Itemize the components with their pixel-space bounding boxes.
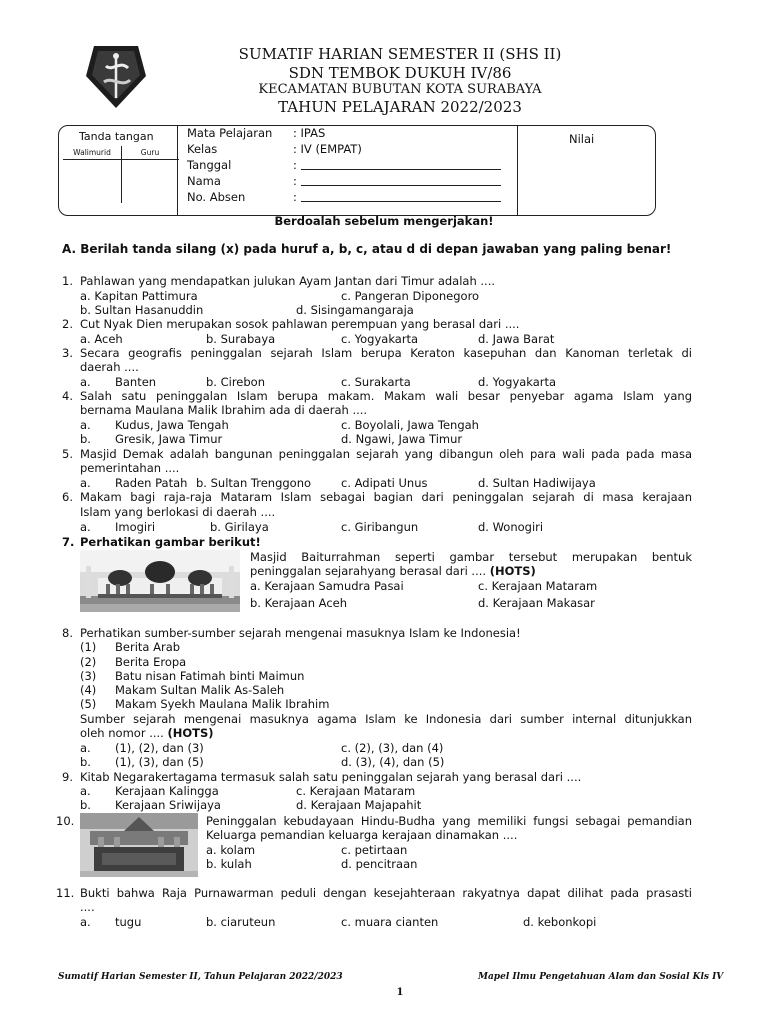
q9-option-b[interactable]: Kerajaan Sriwijaya [115,798,221,812]
q4-text-line2: bernama Maulana Malik Ibrahim ada di daerah .... [80,403,368,417]
header-title: SUMATIF HARIAN SEMESTER II (SHS II) [238,45,562,63]
q9-option-c[interactable]: c. Kerajaan Mataram [296,784,416,798]
q4-option-d[interactable]: d. Ngawi, Jawa Timur [341,432,463,446]
q9-number: 9. [62,770,73,784]
header-school-year: TAHUN PELAJARAN 2022/2023 [278,98,522,116]
q1-number: 1. [62,274,73,288]
q11-number: 11. [56,886,75,900]
q1-option-c[interactable]: c. Pangeran Diponegoro [341,289,480,303]
q2-option-a[interactable]: a. Aceh [80,332,123,346]
q7-option-b[interactable]: b. Kerajaan Aceh [250,596,348,610]
q4-option-b[interactable]: Gresik, Jawa Timur [115,432,223,446]
q8-option-a-letter[interactable]: a. [80,741,91,755]
q10-text-line1: Peninggalan kebudayaan Hindu-Budha yang memiliki fungsi sebagai pemandian [206,814,692,828]
signature-label: Tanda tangan [79,130,154,143]
q1-option-b[interactable]: b. Sultan Hasanuddin [80,303,204,317]
q11-option-c[interactable]: c. muara cianten [341,915,439,929]
q2-number: 2. [62,317,73,331]
q3-option-a[interactable]: Banten [115,375,157,389]
q5-option-b[interactable]: b. Sultan Trenggono [196,476,312,490]
q7-text-line1: Masjid Baiturrahman seperti gambar tersebut merupakan bentuk [250,550,692,564]
q9-option-d[interactable]: d. Kerajaan Majapahit [296,798,422,812]
q5-option-c[interactable]: c. Adipati Unus [341,476,428,490]
q11-option-b[interactable]: b. ciaruteun [206,915,276,929]
q8-text-line2: oleh nomor .... (HOTS) [80,726,214,740]
q8-option-b-letter[interactable]: b. [80,755,91,769]
q8-hots-tag: (HOTS) [167,726,214,740]
q8-item-number: (5) [80,697,97,711]
q7-title: Perhatikan gambar berikut! [80,535,261,549]
q6-option-c[interactable]: c. Giribangun [341,520,419,534]
q5-number: 5. [62,447,73,461]
header-district: KECAMATAN BUBUTAN KOTA SURABAYA [258,82,542,97]
q6-option-a[interactable]: Imogiri [115,520,156,534]
q8-item-text: Batu nisan Fatimah binti Maimun [115,669,305,683]
q4-option-b-letter[interactable]: b. [80,432,91,446]
score-label: Nilai [569,132,595,146]
q5-text-line1: Masjid Demak adalah bangunan peninggalan sejarah yang dibangun oleh para wali pada pada masa [80,447,692,461]
q2-option-d[interactable]: d. Jawa Barat [478,332,555,346]
q11-text-line1: Bukti bahwa Raja Purnawarman peduli dengan kesejahteraan rakyatnya dapat dilihat pada prasasti [80,886,692,900]
q6-option-d[interactable]: d. Wonogiri [478,520,544,534]
q8-option-c[interactable]: c. (2), (3), dan (4) [341,741,444,755]
q9-option-a-letter[interactable]: a. [80,784,91,798]
q10-option-a[interactable]: a. kolam [206,843,256,857]
q8-item-number: (3) [80,669,97,683]
q1-text: Pahlawan yang mendapatkan julukan Ayam Jantan dari Timur adalah .... [80,274,496,288]
date-blank-line[interactable] [301,169,501,170]
q8-text-line1: Sumber sejarah mengenai masuknya agama Islam ke Indonesia dari sumber internal ditunjukkan [80,712,692,726]
q3-text-line2: daerah .... [80,360,139,374]
q3-option-a-letter[interactable]: a. [80,375,91,389]
q8-option-b[interactable]: (1), (3), dan (5) [115,755,204,769]
q9-option-a[interactable]: Kerajaan Kalingga [115,784,219,798]
q10-number: 10. [56,814,75,828]
q3-option-d[interactable]: d. Yogyakarta [478,375,557,389]
q1-option-a[interactable]: a. Kapitan Pattimura [80,289,198,303]
q2-text: Cut Nyak Dien merupakan sosok pahlawan perempuan yang berasal dari .... [80,317,520,331]
q5-option-d[interactable]: d. Sultan Hadiwijaya [478,476,596,490]
q5-option-a-letter[interactable]: a. [80,476,91,490]
q10-option-b[interactable]: b. kulah [206,857,252,871]
q1-option-d[interactable]: d. Sisingamangaraja [296,303,414,317]
q8-item-text: Makam Sultan Malik As-Saleh [115,683,285,697]
q10-text-line2: Keluarga pemandian keluarga kerajaan dinamakan .... [206,828,518,842]
q4-text-line1: Salah satu peninggalan Islam berupa makam. Makam wali besar penyebar agama Islam yang [80,389,692,403]
q2-option-c[interactable]: c. Yogyakarta [341,332,419,346]
q11-option-d[interactable]: d. kebonkopi [523,915,597,929]
q4-option-c[interactable]: c. Boyolali, Jawa Tengah [341,418,479,432]
q5-option-a[interactable]: Raden Patah [115,476,188,490]
q7-text-line2: peninggalan sejarahyang berasal dari .... (HOTS) [250,564,536,578]
q4-option-a[interactable]: Kudus, Jawa Tengah [115,418,229,432]
q6-option-a-letter[interactable]: a. [80,520,91,534]
q7-number: 7. [62,535,75,549]
guru-label: Guru [121,146,179,160]
q3-text-line1: Secara geografis peninggalan sejarah Islam berupa Keraton kasepuhan dan Kanoman terletak di [80,346,692,360]
q9-option-b-letter[interactable]: b. [80,798,91,812]
footer-left: Sumatif Harian Semester II, Tahun Pelajaran 2022/2023 [58,972,343,982]
q7-hots-tag: (HOTS) [489,564,536,578]
walimurid-label: Walimurid [63,146,121,160]
q10-option-c[interactable]: c. petirtaan [341,843,408,857]
q8-item-number: (4) [80,683,97,697]
prayer-note: Berdoalah sebelum mengerjakan! [274,214,494,228]
q7-option-d[interactable]: d. Kerajaan Makasar [478,596,595,610]
q3-option-b[interactable]: b. Cirebon [206,375,266,389]
q7-option-a[interactable]: a. Kerajaan Samudra Pasai [250,579,404,593]
name-blank-line[interactable] [301,185,501,186]
q3-option-c[interactable]: c. Surakarta [341,375,411,389]
absence-blank-line[interactable] [301,201,501,202]
section-instruction: A. Berilah tanda silang (x) pada huruf a, b, c, atau d di depan jawaban yang paling benar! [62,242,672,256]
q8-option-d[interactable]: d. (3), (4), dan (5) [341,755,445,769]
q11-option-a[interactable]: tugu [115,915,142,929]
student-identity-box: Tanda tangan Walimurid Guru Mata Pelajaran : IPAS Kelas : IV (EMPAT) Tanggal : Nama : No. Absen : Nilai [58,125,656,216]
q4-option-a-letter[interactable]: a. [80,418,91,432]
bathing-place-photo [80,813,198,877]
q6-text-line2: Islam yang berlokasi di daerah .... [80,505,276,519]
q8-text: Perhatikan sumber-sumber sejarah mengenai masuknya Islam ke Indonesia! [80,626,521,640]
mosque-photo [80,550,240,612]
header-school-name: SDN TEMBOK DUKUH IV/86 [288,64,512,82]
page-number: 1 [396,987,404,998]
footer-right: Mapel Ilmu Pengetahuan Alam dan Sosial Kls IV [478,972,724,982]
q6-text-line1: Makam bagi raja-raja Mataram Islam sebagai bagian dari peninggalan sejarah di masa kerajaan [80,490,692,504]
q8-item-number: (1) [80,640,97,654]
q11-text-line2: .... [80,900,95,914]
q4-number: 4. [62,389,73,403]
q8-number: 8. [62,626,73,640]
q8-option-a[interactable]: (1), (2), dan (3) [115,741,204,755]
q9-text: Kitab Negarakertagama termasuk salah satu peninggalan sejarah yang berasal dari .... [80,770,582,784]
q8-item-number: (2) [80,655,97,669]
q8-item-text: Makam Syekh Maulana Malik Ibrahim [115,697,330,711]
q6-number: 6. [62,490,73,504]
q7-option-c[interactable]: c. Kerajaan Mataram [478,579,598,593]
q2-option-b[interactable]: b. Surabaya [206,332,276,346]
q11-option-a-letter[interactable]: a. [80,915,91,929]
q6-option-b[interactable]: b. Girilaya [210,520,269,534]
q10-option-d[interactable]: d. pencitraan [341,857,418,871]
q5-text-line2: pemerintahan .... [80,461,180,475]
q8-item-text: Berita Arab [115,640,181,654]
q3-number: 3. [62,346,73,360]
q8-item-text: Berita Eropa [115,655,187,669]
